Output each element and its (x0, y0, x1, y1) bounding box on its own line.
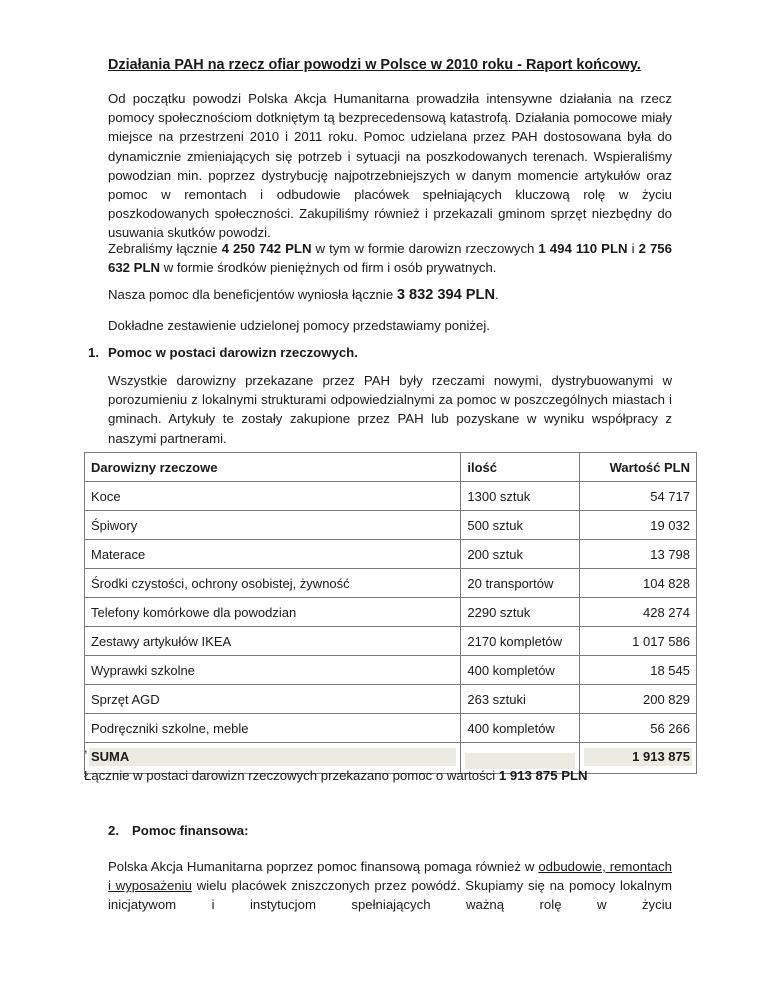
total-collected: 4 250 742 PLN (221, 241, 312, 256)
in-kind-amount: 1 494 110 PLN (538, 241, 628, 256)
value-cell: 56 266 (579, 714, 696, 743)
section-title: Pomoc w postaci darowizn rzeczowych. (108, 345, 358, 360)
item-cell: Śpiwory (85, 511, 461, 540)
sum-qty (465, 753, 574, 769)
header-cell: Darowizny rzeczowe (85, 453, 461, 482)
sum-value: 1 913 875 (584, 748, 692, 766)
item-cell: Telefony komórkowe dla powodzian (85, 598, 461, 627)
qty-cell: 20 transportów (461, 569, 579, 598)
text: i (627, 241, 639, 256)
value-cell: 13 798 (579, 540, 696, 569)
document-title: Działania PAH na rzecz ofiar powodzi w Polsce w 2010 roku - Raport końcowy. (108, 57, 641, 73)
value-cell: 19 032 (579, 511, 696, 540)
text: Nasza pomoc dla beneficjentów wyniosła łącznie (108, 287, 397, 302)
cash-amount: 2 756 632 PLN (108, 241, 672, 276)
table-row (85, 714, 697, 743)
value-cell: 18 545 (579, 656, 696, 685)
item-cell: Sprzęt AGD (85, 685, 461, 714)
section-2-paragraph (108, 857, 672, 915)
summary-amount: 1 913 875 PLN (498, 768, 588, 783)
collected-paragraph (108, 239, 672, 277)
table-row (85, 685, 697, 714)
section-2-heading (108, 823, 249, 838)
details-intro: Dokładne zestawienie udzielonej pomocy przedstawiamy poniżej. (108, 318, 490, 333)
table-row (85, 511, 697, 540)
qty-cell: 400 kompletów (461, 714, 579, 743)
beneficiaries-amount: 3 832 394 PLN (396, 287, 495, 303)
table-header-row (85, 453, 697, 482)
text: wielu placówek zniszczonych przez powódź. Skupiamy się na pomocy lokalnym inicjatywom i instytucjom spełniających ważną rolę w życiu (108, 878, 672, 913)
qty-cell: 200 sztuk (461, 540, 579, 569)
qty-cell: 500 sztuk (461, 511, 579, 540)
sum-label: SUMA (89, 748, 456, 766)
underlined-text: odbudowie, remontach i wyposażeniu (108, 859, 673, 894)
section-1-paragraph: Wszystkie darowizny przekazane przez PAH były rzeczami nowymi, dystrybuowanymi w porozumieniu z lokalnymi strukturami odpowiedzialnymi za pomoc w poszczególnych miastach i gminach. Artykuły te zostały zakupione przez PAH lub pozyskane w wyniku współpracy z naszymi partnerami. (108, 373, 672, 446)
item-cell: Wyprawki szkolne (85, 656, 461, 685)
header-cell: Wartość PLN (579, 453, 696, 482)
qty-cell: 2290 sztuk (461, 598, 579, 627)
text: Zebraliśmy łącznie (108, 241, 222, 256)
item-cell: Koce (85, 482, 461, 511)
table-row (85, 627, 697, 656)
item-cell: Środki czystości, ochrony osobistej, żywność (85, 569, 461, 598)
value-cell: 428 274 (579, 598, 696, 627)
section-title: Pomoc finansowa: (132, 823, 249, 838)
qty-cell: 400 kompletów (461, 656, 579, 685)
value-cell: 1 017 586 (579, 627, 696, 656)
in-kind-summary (84, 768, 588, 783)
item-cell: Materace (85, 540, 461, 569)
qty-cell: 1300 sztuk (461, 482, 579, 511)
qty-cell: 263 sztuki (461, 685, 579, 714)
text: w formie środków pieniężnych od firm i osób prywatnych. (160, 260, 497, 276)
text: w tym w formie darowizn rzeczowych (311, 241, 539, 256)
text: Łącznie w postaci darowizn rzeczowych przekazano pomoc o wartości (84, 768, 499, 783)
table-row (85, 598, 697, 627)
qty-cell: 2170 kompletów (461, 627, 579, 656)
value-cell: 104 828 (579, 569, 696, 598)
item-cell: Podręczniki szkolne, meble (85, 714, 461, 743)
text: Polska Akcja Humanitarna poprzez pomoc finansową pomaga również w (108, 859, 539, 874)
value-cell: 54 717 (579, 482, 696, 511)
value-cell: 200 829 (579, 685, 696, 714)
table-row (85, 656, 697, 685)
donations-table (84, 452, 697, 774)
beneficiaries-paragraph (108, 285, 672, 305)
sum-value-cell (579, 743, 696, 774)
table-row (85, 482, 697, 511)
intro-paragraph: Od początku powodzi Polska Akcja Humanitarna prowadziła intensywne działania na rzecz pomocy społecznościom dotkniętym tą bezprecedensową katastrofą. Działania pomocowe miały miejsce na przestrzeni 2010 i 2011 roku. Pomoc udzielana przez PAH dostosowana była do dynamicznie zmieniających się potrzeb i sytuacji na poszkodowanych terenach. Wspieraliśmy powodzian min. poprzez dystrybucję najpotrzebniejszych w danym momencie artykułów oraz pomoc w remontach i odbudowie placówek spełniających kluczową rolę w życiu poszkodowanych społeczności. Zakupiliśmy również i przekazali gminom sprzęt niezbędny do usuwania skutków powodzi. (108, 91, 672, 241)
table-row (85, 569, 697, 598)
table-row (85, 540, 697, 569)
section-number: 2. (108, 823, 119, 838)
item-cell: Zestawy artykułów IKEA (85, 627, 461, 656)
section-number: 1. (88, 345, 99, 360)
section-1-heading (88, 345, 358, 360)
text: . (494, 287, 499, 302)
stray-comma: , (84, 740, 88, 755)
header-cell: ilość (461, 453, 579, 482)
